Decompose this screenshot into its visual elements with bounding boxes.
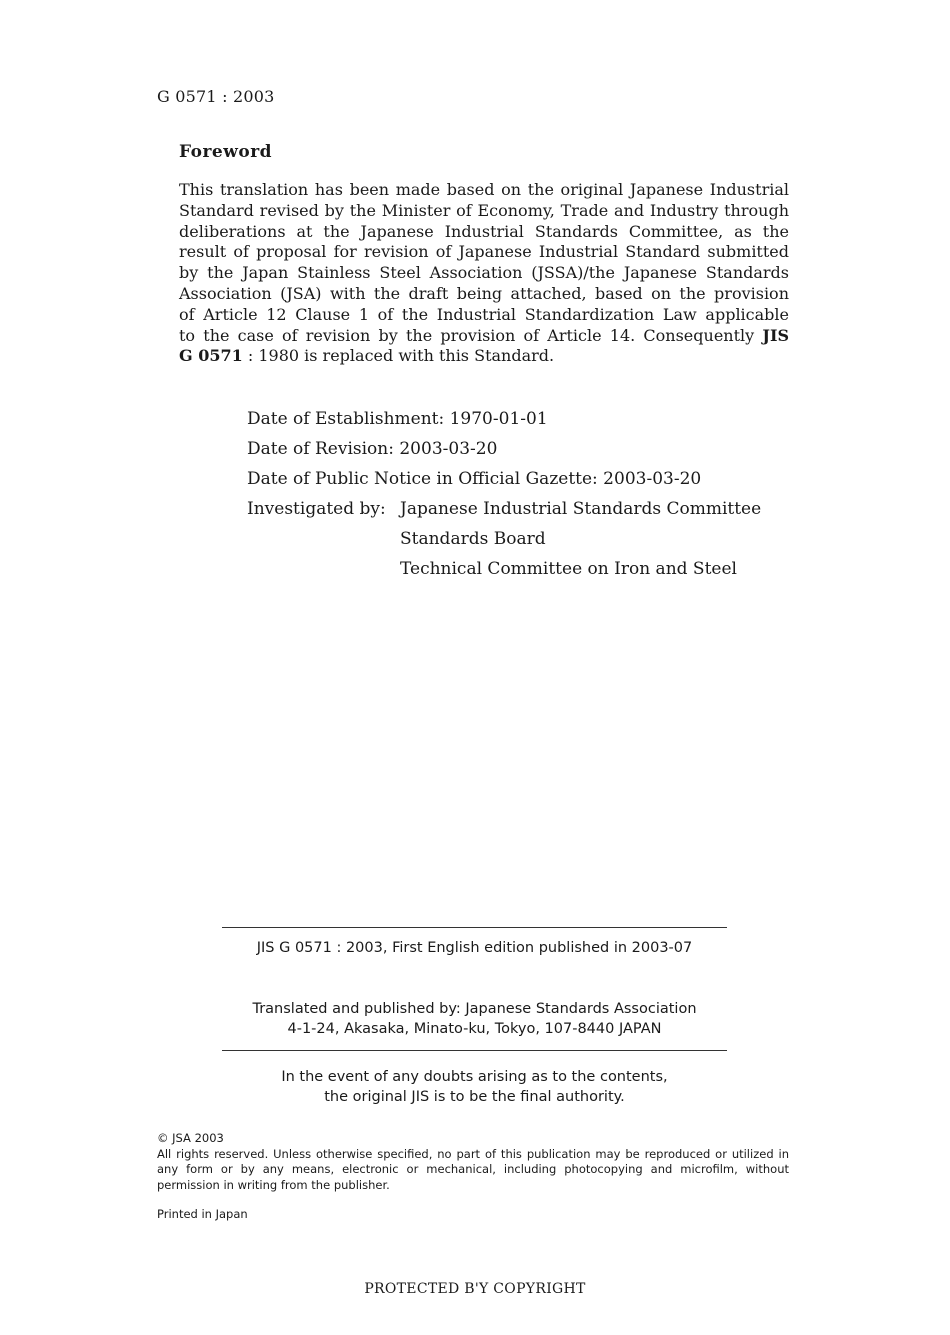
- foreword-line-9-text: : 1980 is replaced with this Standard.: [242, 346, 555, 366]
- copyright-notice: © JSA 2003: [157, 1131, 224, 1145]
- investigated-list: [400, 494, 761, 584]
- printed-in: Printed in Japan: [157, 1207, 248, 1221]
- publisher-line: Translated and published by: Japanese Standards Association: [252, 1001, 697, 1017]
- standard-ref-bold: G 0571: [179, 346, 243, 366]
- standard-id: G 0571 : 2003: [157, 87, 275, 106]
- edition-line: JIS G 0571 : 2003, First English edition published in 2003-07: [256, 940, 693, 956]
- authority-line: In the event of any doubts arising as to the contents,: [281, 1069, 668, 1085]
- date-establishment: Date of Establishment: 1970-01-01: [247, 409, 548, 429]
- foreword-line: This translation has been made based on the original Japanese Industrial: [179, 180, 789, 199]
- investigated-item: Technical Committee on Iron and Steel: [400, 559, 737, 579]
- foreword-line: by the Japan Stainless Steel Association (JSSA)/the Japanese Standards: [179, 263, 789, 283]
- divider-top: [222, 927, 727, 928]
- investigated-item: Japanese Industrial Standards Committee: [400, 499, 762, 519]
- legal-block: [157, 1131, 789, 1193]
- foreword-title: Foreword: [179, 142, 273, 162]
- foreword-line: deliberations at the Japanese Industrial Standards Committee, as the: [179, 221, 789, 241]
- foreword-line: Standard revised by the Minister of Economy, Trade and Industry through: [179, 200, 789, 220]
- divider-bottom: [222, 1050, 727, 1051]
- dates-block: [247, 404, 762, 579]
- investigated-by: [247, 494, 762, 579]
- foreword-body: [179, 180, 789, 367]
- publisher-address: 4-1-24, Akasaka, Minato-ku, Tokyo, 107-8440 JAPAN: [287, 1021, 662, 1037]
- foreword-line-8-text: to the case of revision by the provision of Article 14. Consequently: [179, 325, 755, 345]
- foreword-line: of Article 12 Clause 1 of the Industrial Standardization Law applicable: [179, 304, 789, 324]
- publisher-block: [222, 999, 727, 1039]
- authority-note: [222, 1067, 727, 1107]
- foreword-line: Association (JSA) with the draft being attached, based on the provision: [179, 283, 789, 303]
- investigated-label: Investigated by:: [247, 499, 386, 519]
- date-revision: Date of Revision: 2003-03-20: [247, 439, 498, 459]
- date-public-notice: Date of Public Notice in Official Gazette: 2003-03-20: [247, 469, 702, 489]
- foreword-line-9: [179, 346, 789, 367]
- investigated-item: Standards Board: [400, 529, 546, 549]
- rights-notice: All rights reserved. Unless otherwise specified, no part of this publication may be reproduced or utilized in any form or by any means, electronic or mechanical, including photocopying and microfilm, without permission in writing from the publisher.: [157, 1146, 789, 1192]
- foreword-line-8: [179, 326, 789, 347]
- foreword-line: result of proposal for revision of Japanese Industrial Standard submitted: [179, 242, 789, 262]
- jis-bold: JIS: [762, 325, 789, 345]
- authority-line: the original JIS is to be the final authority.: [324, 1089, 625, 1105]
- protected-footer: PROTECTED B'Y COPYRIGHT: [364, 1281, 586, 1297]
